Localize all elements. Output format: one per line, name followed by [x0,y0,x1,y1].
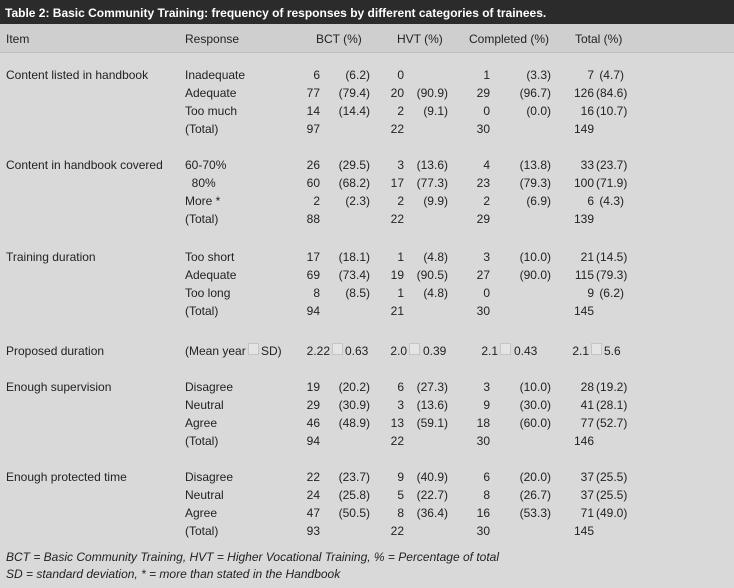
cell-total-percent: (79.3) [596,268,628,282]
cell-response: Too short [185,250,235,264]
cell-response: (Total) [185,524,219,538]
cell-hvt-percent: (13.6) [416,398,448,412]
cell-bct-count: 26 [306,158,320,172]
cell-bct-percent: (50.5) [338,506,370,520]
cell-total-percent: (10.7) [596,104,628,118]
header-bct: BCT (%) [316,32,362,46]
cell-response: (Total) [185,304,219,318]
cell-bct-count: 22 [306,470,320,484]
cell-bct-percent: (2.3) [345,194,370,208]
cell-completed-count: 1 [483,68,490,82]
cell-completed-percent: (79.3) [519,176,551,190]
cell-total-percent: (52.7) [596,416,628,430]
cell-hvt-count: 3 [397,398,404,412]
cell-completed-count: 30 [476,304,490,318]
cell-hvt-percent: (13.6) [416,158,448,172]
cell-bct-percent: (48.9) [338,416,370,430]
cell-response: Agree [185,506,218,520]
cell-total-percent: (19.2) [596,380,628,394]
cell-completed-count: 30 [476,524,490,538]
cell-hvt-percent: (22.7) [416,488,448,502]
cell-response: Disagree [185,380,234,394]
cell-total-count: 71 [580,506,594,520]
cell-completed-count: 4 [483,158,490,172]
footnote-sd: SD = standard deviation, * = more than stated in the Handbook [6,567,341,581]
cell-hvt-percent: (40.9) [416,470,448,484]
cell-completed-percent: (6.9) [526,194,551,208]
cell-total-percent: (23.7) [596,158,628,172]
cell-bct-percent: (79.4) [338,86,370,100]
cell-bct-count: 6 [313,68,320,82]
cell-total-count: 37 [580,470,594,484]
cell-hvt-count: 2 [397,194,404,208]
cell-hvt-percent: (77.3) [416,176,448,190]
cell-hvt-count: 22 [390,434,404,448]
cell-total-count: 33 [580,158,594,172]
cell-bct-count: 2 [313,194,320,208]
cell-bct-count: 8 [313,286,320,300]
cell-total-count: 28 [580,380,594,394]
cell-total-count: 126 [573,86,594,100]
cell-hvt-sd: 0.39 [423,344,447,358]
cell-total-percent: (14.5) [596,250,628,264]
cell-hvt-count: 21 [390,304,404,318]
cell-total-mean: 2.1 [572,344,589,358]
cell-response: (Total) [185,122,219,136]
cell-response: Too much [185,104,238,118]
cell-total-count: 146 [573,434,594,448]
cell-hvt-percent: (59.1) [416,416,448,430]
table-title: Table 2: Basic Community Training: frequency of responses by different categories of trainees. [0,0,734,24]
cell-completed-mean: 2.1 [481,344,498,358]
cell-hvt-count: 9 [397,470,404,484]
cell-total-percent: (4.3) [599,194,624,208]
cell-response: (Total) [185,212,219,226]
cell-total-count: 9 [587,286,594,300]
cell-completed-percent: (96.7) [519,86,551,100]
footnote-abbreviations: BCT = Basic Community Training, HVT = Higher Vocational Training, % = Percentage of total [6,550,499,564]
cell-completed-count: 18 [476,416,490,430]
cell-total-percent: (25.5) [596,488,628,502]
cell-completed-percent: (10.0) [519,380,551,394]
cell-bct-percent: (8.5) [345,286,370,300]
cell-response: 60-70% [185,158,227,172]
cell-completed-percent: (3.3) [526,68,551,82]
cell-response: (Total) [185,434,219,448]
cell-bct-mean: 2.22 [306,344,330,358]
cell-completed-count: 9 [483,398,490,412]
cell-hvt-count: 22 [390,122,404,136]
cell-bct-percent: (23.7) [338,470,370,484]
header-item: Item [6,32,30,46]
header-row [0,24,734,53]
cell-completed-percent: (30.0) [519,398,551,412]
cell-completed-count: 29 [476,86,490,100]
cell-hvt-count: 1 [397,286,404,300]
cell-hvt-count: 0 [397,68,404,82]
cell-hvt-count: 8 [397,506,404,520]
cell-total-percent: (4.7) [599,68,624,82]
sd-symbol-box [591,343,602,355]
cell-completed-percent: (60.0) [519,416,551,430]
cell-hvt-percent: (90.5) [416,268,448,282]
cell-item: Enough protected time [6,470,127,484]
cell-hvt-count: 2 [397,104,404,118]
cell-bct-count: 19 [306,380,320,394]
cell-response: Too long [185,286,231,300]
cell-completed-count: 6 [483,470,490,484]
cell-bct-percent: (6.2) [345,68,370,82]
cell-bct-percent: (29.5) [338,158,370,172]
cell-hvt-count: 22 [390,212,404,226]
cell-response: Agree [185,416,218,430]
cell-total-count: 21 [580,250,594,264]
cell-bct-sd: 0.63 [345,344,369,358]
cell-bct-percent: (14.4) [338,104,370,118]
cell-completed-percent: (0.0) [526,104,551,118]
cell-hvt-count: 1 [397,250,404,264]
cell-completed-count: 8 [483,488,490,502]
cell-bct-count: 94 [306,434,320,448]
cell-bct-count: 24 [306,488,320,502]
cell-bct-count: 47 [306,506,320,520]
cell-total-percent: (6.2) [599,286,624,300]
cell-total-percent: (49.0) [596,506,628,520]
cell-total-percent: (25.5) [596,470,628,484]
cell-response: Inadequate [185,68,246,82]
header-response: Response [185,32,240,46]
cell-response: Disagree [185,470,234,484]
cell-total-count: 115 [574,268,594,282]
cell-item: Enough supervision [6,380,112,394]
cell-response: 80% [185,176,216,190]
cell-bct-count: 77 [306,86,320,100]
header-completed: Completed (%) [469,32,550,46]
cell-response: Adequate [185,268,237,282]
cell-total-count: 100 [573,176,594,190]
cell-item: Content in handbook covered [6,158,163,172]
cell-completed-count: 27 [476,268,490,282]
cell-total-percent: (71.9) [596,176,628,190]
cell-total-count: 6 [587,194,594,208]
cell-bct-count: 46 [306,416,320,430]
cell-hvt-count: 3 [397,158,404,172]
cell-response: Adequate [185,86,237,100]
header-hvt: HVT (%) [397,32,443,46]
cell-bct-count: 29 [306,398,320,412]
cell-completed-percent: (53.3) [519,506,551,520]
cell-total-count: 139 [573,212,594,226]
cell-bct-percent: (20.2) [338,380,370,394]
cell-hvt-percent: (90.9) [416,86,448,100]
cell-hvt-percent: (4.8) [423,286,448,300]
cell-hvt-count: 13 [390,416,404,430]
cell-total-count: 149 [573,122,594,136]
cell-hvt-count: 6 [397,380,404,394]
cell-hvt-mean: 2.0 [390,344,407,358]
cell-completed-percent: (20.0) [519,470,551,484]
cell-hvt-count: 5 [397,488,404,502]
cell-bct-count: 17 [306,250,320,264]
header-total: Total (%) [575,32,623,46]
cell-completed-percent: (90.0) [519,268,551,282]
cell-hvt-percent: (4.8) [423,250,448,264]
cell-completed-count: 29 [476,212,490,226]
cell-completed-count: 3 [483,380,490,394]
cell-bct-count: 60 [306,176,320,190]
cell-hvt-percent: (36.4) [416,506,448,520]
cell-completed-count: 0 [483,104,490,118]
cell-completed-count: 0 [483,286,490,300]
sd-symbol-box [332,343,343,355]
sd-symbol-box [500,343,511,355]
cell-hvt-count: 17 [390,176,404,190]
cell-total-percent: (28.1) [596,398,628,412]
cell-hvt-count: 19 [390,268,404,282]
cell-hvt-percent: (9.1) [423,104,448,118]
cell-total-count: 145 [573,524,594,538]
cell-completed-count: 30 [476,434,490,448]
cell-bct-percent: (18.1) [338,250,370,264]
cell-total-count: 77 [580,416,594,430]
cell-bct-percent: (73.4) [338,268,370,282]
cell-bct-percent: (68.2) [338,176,370,190]
cell-total-count: 41 [580,398,594,412]
cell-completed-count: 16 [476,506,490,520]
cell-bct-count: 14 [306,104,320,118]
cell-item: Proposed duration [6,344,105,358]
cell-response: Neutral [185,398,224,412]
cell-completed-percent: (13.8) [519,158,551,172]
cell-item: Training duration [6,250,96,264]
cell-completed-count: 3 [483,250,490,264]
cell-response-sd: SD) [261,344,282,358]
cell-completed-percent: (26.7) [519,488,551,502]
cell-hvt-count: 22 [390,524,404,538]
sd-symbol-box [409,343,420,355]
cell-bct-count: 69 [306,268,320,282]
cell-response-mean: (Mean year [185,344,246,358]
cell-completed-sd: 0.43 [514,344,538,358]
cell-total-percent: (84.6) [596,86,628,100]
cell-hvt-count: 20 [390,86,404,100]
cell-response: Neutral [185,488,224,502]
cell-response: More * [185,194,221,208]
cell-completed-count: 2 [483,194,490,208]
cell-completed-percent: (10.0) [519,250,551,264]
cell-item: Content listed in handbook [6,68,149,82]
cell-hvt-percent: (27.3) [416,380,448,394]
cell-total-count: 145 [573,304,594,318]
sd-symbol-box [248,343,259,355]
cell-bct-count: 94 [306,304,320,318]
cell-bct-count: 93 [306,524,320,538]
cell-total-count: 16 [580,104,594,118]
cell-total-sd: 5.6 [604,344,621,358]
cell-bct-count: 88 [306,212,320,226]
cell-hvt-percent: (9.9) [423,194,448,208]
cell-bct-count: 97 [306,122,320,136]
cell-bct-percent: (25.8) [338,488,370,502]
cell-total-count: 37 [580,488,594,502]
cell-total-count: 7 [587,68,594,82]
cell-bct-percent: (30.9) [338,398,370,412]
cell-completed-count: 23 [476,176,490,190]
cell-completed-count: 30 [476,122,490,136]
